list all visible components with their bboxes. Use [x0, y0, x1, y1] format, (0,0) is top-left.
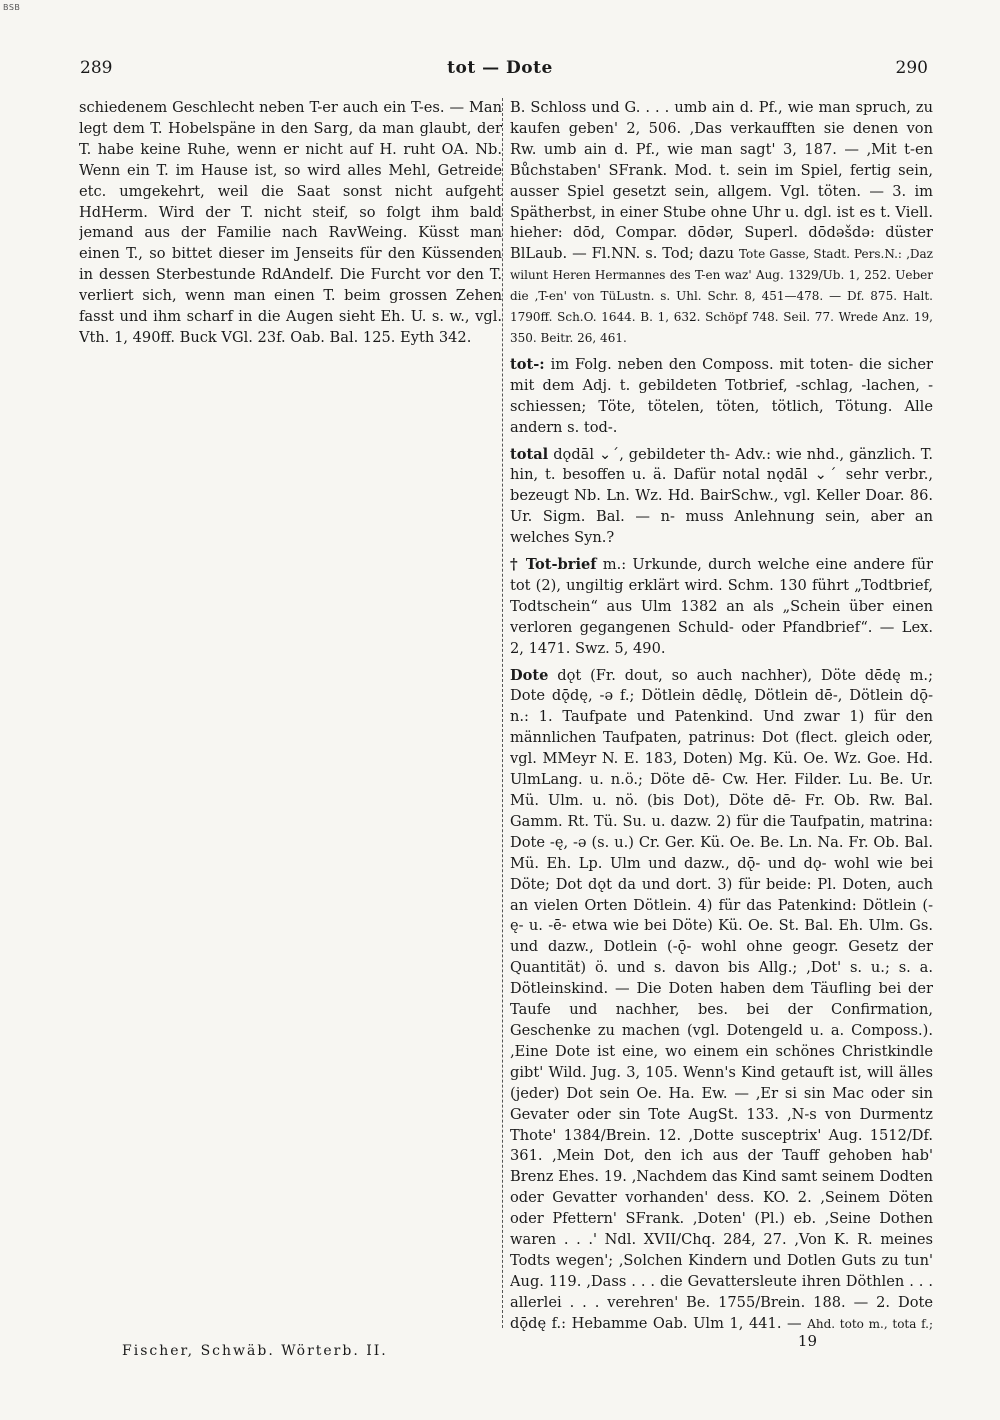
column-divider — [502, 98, 503, 1328]
entry-totbrief-text: m.: Urkunde, durch welche eine andere für tot (2), ungiltig erklärt wird. Schm. 130 führt „Todtbrief, Todtschein“ aus Ulm 1382 an als „Schein über einen verloren gegangenen Schuld- oder Pfandbrief“. — Lex. 2, 1471. Swz. 5, 490. — [510, 556, 933, 657]
entry-dote-text: dǫt (Fr. dout, so auch nachher), Döte dēdę m.; Dote dǭdę, -ə f.; Dötlein dēdlę, Dötlein dē-, Dötlein dǭ- n.: 1. Taufpate und Patenkind. Und zwar 1) für den männlichen Taufpaten, patrinus: Dot (flect. gleich oder, vgl. MMeyr N. E. 183, Doten) Mg. Kü. Oe. Wz. Goe. Hd. UlmLang. u. n.ö.; Döte dē- Cw. Her. Filder. Lu. Be. Ur. Mü. Ulm. u. nö. (bis Dot), Döte dē- Fr. Ob. Rw. Bal. Gamm. Rt. Tü. Su. u. dazw. 2) für die Taufpatin, matrina: Dote -ę, -ə (s. u.) Cr. Ger. Kü. Oe. Be. Ln. Na. Fr. Ob. Bal. Mü. Eh. Lp. Ulm und dazw., dǭ- und dǫ- wohl wie bei Döte; Dot dǫt da und dort. 3) für beide: Pl. Doten, auch an vielen Orten Dötlein. 4) für das Patenkind: Dötlein (-ę- u. -ē- etwa wie bei Döte) Kü. Oe. St. Bal. Eh. Ulm. Gs. und dazw., Dotlein (-ǭ- wohl ohne geogr. Gesetz der Quantität) ö. und s. davon bis Allg.; ‚Dot' s. u.; s. a. Dötleinskind. — Die Doten haben dem Täufling bei der Taufe und nachher, bes. bei der Confirmation, Geschenke zu machen (vgl. Dotengeld u. a. Composs.). ‚Eine Dote ist eine, wo einem ein schönes Christkindle gibt' Wild. Jug. 3, 105. Wenn's Kind getauft ist, will älles (jeder) Dot sein Oe. Ha. Ew. — ‚Er si sin Mac oder sin Gevater oder sin Tote AugSt. 133. ‚N-s von Durmentz Thote' 1384/Brein. 12. ‚Dotte susceptrix' Aug. 1512/Df. 361. ‚Mein Dot, den ich aus der Tauff gehoben hab' Brenz Ehes. 19. ‚Nachdem das Kind samt seinem Dodten oder Gevatter vorhanden' dess. KO. 2. ‚Seinem Döten oder Pfettern' SFrank. ‚Doten' (Pl.) eb. ‚Seine Dothen waren . . .' Ndl. XVII/Chq. 284, 27. ‚Von K. R. meines Todts wegen'; ‚Solchen Kindern und Dotlen Guts zu tun' Aug. 119. ‚Dass . . . die Gevattersleute ihren Döthlen . . . allerlei . . . verehren' Be. 1755/Brein. 188. — 2. Dote dǭdę f.: Hebamme Oab. Ulm 1, 441. — — [510, 666, 933, 1332]
library-stamp: BSB — [3, 3, 21, 12]
right-column — [510, 98, 933, 1338]
left-column-text: schiedenem Geschlecht neben T-er auch ein T-es. — Man legt dem T. Hobelspäne in den Sarg, da man glaubt, der T. habe keine Ruhe, wenn er nicht auf H. ruht OA. Nb. Wenn ein T. im Hause ist, so wird alles Mehl, Getreide etc. umgekehrt, weil die Saat sonst nicht aufgeht HdHerm. Wird der T. nicht steif, so folgt ihm bald jemand aus der Familie nach RavWeing. Küsst man einen T., so bittet dieser im Jenseits für den Küssenden in dessen Sterbestunde RdAndelf. Die Furcht vor den T. verliert sich, wenn man einen T. beim grossen Zehen fasst und ihm scharf in die Augen sieht Eh. U. s. w., vgl. Vth. 1, 490ff. Buck VGl. 23f. Oab. Bal. 125. Eyth 342. — [79, 99, 502, 346]
lemma-total: total — [510, 445, 549, 463]
page-number-right: 290 — [895, 58, 928, 78]
page-header-title: tot — Dote — [447, 58, 553, 78]
entry-dote — [510, 666, 933, 1338]
footer-sheet-number: 19 — [797, 1332, 817, 1350]
entry-tot-continued — [510, 98, 933, 349]
lemma-totbrief: † Tot-brief — [510, 556, 597, 574]
left-column — [79, 98, 502, 1338]
entry-dote-etymology: Ahd. toto m., tota f.; — [807, 1316, 933, 1331]
lemma-dote: Dote — [510, 666, 549, 684]
page-number-left: 289 — [80, 58, 113, 78]
entry-tot-text: B. Schloss und G. . . . umb ain d. Pf., wie man spruch, zu kaufen geben' 2, 506. ‚Das verkaufften sie denen von Rw. umb ain d. Pf., wie man sagt' 3, 187. — ‚Mit t-en Bůchstaben' SFrank. Mod. t. sein im Spiel, fertig sein, ausser Spiel gesetzt sein, allgem. Vgl. töten. — 3. im Spätherbst, in einer Stube ohne Uhr u. dgl. ist es t. Viell. hieher: dōd, Compar. dōdər, Superl. dōdəšdə: düster BlLaub. — Fl.NN. s. Tod; dazu — [510, 99, 933, 263]
entry-tot-prefix — [510, 355, 933, 439]
lemma-tot: tot-: — [510, 355, 545, 373]
entry-tot-references: Tote Gasse, Stadt. Pers.N.: ‚Daz wilunt Heren Hermannes des T-en waz' Aug. 1329/Ub. 1, 252. Ueber die ‚T-en' von TüLustn. s. Uhl. Schr. 8, 451—478. — Df. 875. Halt. 1790ff. Sch.O. 1644. B. 1, 632. Schöpf 748. Seil. 77. Wrede Anz. 19, 350. Beitr. 26, 461. — [510, 247, 933, 345]
entry-total-text: dǫdāl ⌄ˊ, gebildeter th- Adv.: wie nhd., gänzlich. T. hin, t. besoffen u. ä. Dafür notal nǫdāl ⌄ˊ sehr verbr., bezeugt Nb. Ln. Wz. Hd. BairSchw., vgl. Keller Doar. 86. Ur. Sigm. Bal. — n- muss Anlehnung sein, aber an welches Syn.? — [510, 445, 933, 547]
footer-signature: Fischer, Schwäb. Wörterb. II. — [122, 1343, 388, 1359]
entry-totbrief — [510, 555, 933, 660]
entry-total — [510, 445, 933, 550]
entry-tot-prefix-text: im Folg. neben den Composs. mit toten- die sicher mit dem Adj. t. gebildeten Totbrief, -schlag, -lachen, -schiessen; Töte, tötelen, töten, tötlich, Tötung. Alle andern s. tod-. — [510, 355, 933, 436]
